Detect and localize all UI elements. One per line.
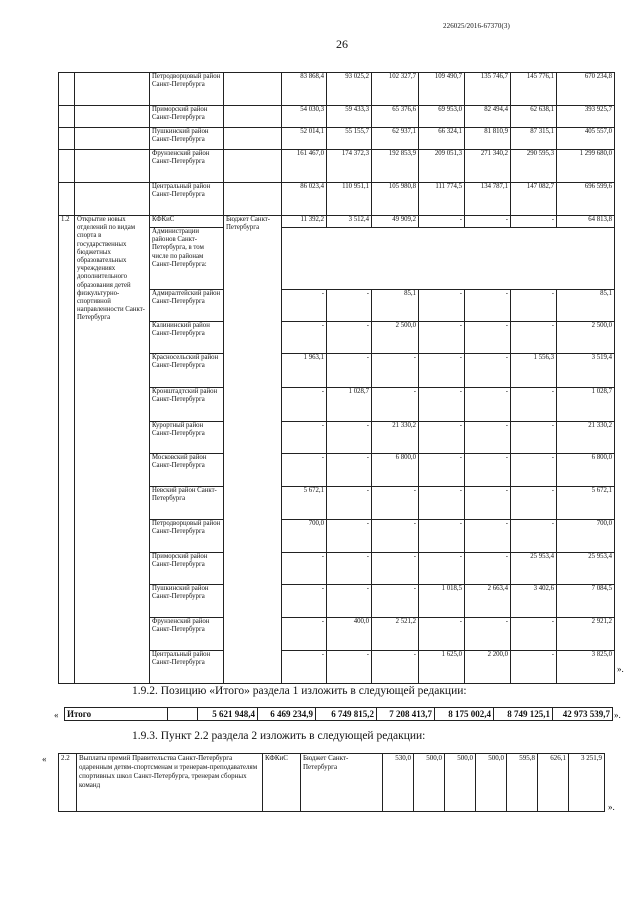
item-number: 2.2 <box>59 754 77 812</box>
section-number: 1.2 <box>59 216 75 684</box>
section-source: Бюджет Санкт-Петербурга <box>224 216 282 684</box>
item-value: 626,1 <box>538 754 569 812</box>
value-cell: 11 392,2 <box>282 216 327 228</box>
value-cell: - <box>282 290 327 322</box>
value-cell: - <box>511 422 557 454</box>
value-cell: 49 909,2 <box>372 216 419 228</box>
value-cell: 1 028,7 <box>557 388 615 422</box>
value-cell: 145 776,1 <box>511 73 557 106</box>
value-cell: 2 200,0 <box>465 651 511 684</box>
value-cell: - <box>327 520 372 553</box>
value-cell: 64 813,8 <box>557 216 615 228</box>
value-cell: 87 315,1 <box>511 128 557 150</box>
section-executor: КФКиС <box>150 216 224 228</box>
value-cell: - <box>419 487 465 520</box>
value-cell: 1 556,3 <box>511 354 557 388</box>
value-cell: - <box>372 520 419 553</box>
district-name: Кронштадтский район Санкт-Петербурга <box>150 388 224 422</box>
district-row <box>59 128 615 150</box>
page-number: 26 <box>336 37 348 51</box>
value-cell: - <box>465 454 511 487</box>
value-cell: 3 825,0 <box>557 651 615 684</box>
district-name: Петродворцовый район Санкт-Петербурга <box>150 73 224 106</box>
district-name: Пушкинский район Санкт-Петербурга <box>150 128 224 150</box>
value-cell: - <box>465 422 511 454</box>
value-cell: - <box>465 216 511 228</box>
value-cell: - <box>511 487 557 520</box>
value-cell: - <box>282 651 327 684</box>
value-cell: - <box>511 322 557 354</box>
value-cell: 209 051,3 <box>419 150 465 183</box>
value-cell: 3 402,6 <box>511 585 557 618</box>
value-cell: 2 500,0 <box>372 322 419 354</box>
value-cell: 25 953,4 <box>557 553 615 585</box>
value-cell: - <box>327 322 372 354</box>
value-cell: - <box>511 216 557 228</box>
value-cell: - <box>282 553 327 585</box>
total-value: 8 749 125,1 <box>494 708 553 721</box>
section-name: Открытие новых отделений по видам спорта в государственных бюджетных образовательных учреждениях дополнительного образования детей физкультурно-спортивной направленности Санкт-Петербурга <box>75 216 150 684</box>
value-cell: 2 521,2 <box>372 618 419 651</box>
value-cell: 54 030,3 <box>282 106 327 128</box>
value-cell: 1 299 680,0 <box>557 150 615 183</box>
value-cell: 110 951,1 <box>327 183 372 216</box>
value-cell: 21 330,2 <box>372 422 419 454</box>
total-label: Итого <box>65 708 168 721</box>
value-cell: - <box>419 553 465 585</box>
district-name: Центральный район Санкт-Петербурга <box>150 651 224 684</box>
value-cell: - <box>372 487 419 520</box>
district-name: Петродворцовый район Санкт-Петербурга <box>150 520 224 553</box>
opening-quote: « <box>54 710 59 720</box>
value-cell: 69 953,0 <box>419 106 465 128</box>
paragraph-1-9-2: 1.9.2. Позицию «Итого» раздела 1 изложить в следующей редакции: <box>132 685 467 697</box>
document-number: 226025/2016-67370(3) <box>443 22 510 30</box>
value-cell: 21 330,2 <box>557 422 615 454</box>
total-value: 6 469 234,9 <box>258 708 316 721</box>
value-cell: 192 853,9 <box>372 150 419 183</box>
value-cell: - <box>327 290 372 322</box>
value-cell: - <box>327 585 372 618</box>
value-cell: 3 519,4 <box>557 354 615 388</box>
value-cell: - <box>465 354 511 388</box>
district-name: Невский район Санкт-Петербурга <box>150 487 224 520</box>
item-name: Выплаты премий Правительства Санкт-Петербурга одаренным детям-спортсменам и тренерам-преподавателям спортивных школ Санкт-Петербурга, тренерам сборных команд <box>77 754 263 812</box>
value-cell: 105 980,8 <box>372 183 419 216</box>
value-cell: 59 433,3 <box>327 106 372 128</box>
value-cell: 700,0 <box>557 520 615 553</box>
value-cell: - <box>511 651 557 684</box>
total-value: 42 973 539,7 <box>553 708 613 721</box>
value-cell: 271 340,2 <box>465 150 511 183</box>
value-cell: 670 234,8 <box>557 73 615 106</box>
value-cell: - <box>327 422 372 454</box>
value-cell: - <box>282 422 327 454</box>
value-cell: 147 082,7 <box>511 183 557 216</box>
value-cell: - <box>419 618 465 651</box>
value-cell: 81 810,9 <box>465 128 511 150</box>
value-cell: 2 921,2 <box>557 618 615 651</box>
value-cell: - <box>465 290 511 322</box>
district-name: Курортный район Санкт-Петербурга <box>150 422 224 454</box>
item-value: 595,8 <box>507 754 538 812</box>
value-cell: 66 324,1 <box>419 128 465 150</box>
value-cell: 1 963,1 <box>282 354 327 388</box>
value-cell: - <box>372 354 419 388</box>
value-cell: 109 490,7 <box>419 73 465 106</box>
value-cell: 93 025,2 <box>327 73 372 106</box>
value-cell: - <box>327 454 372 487</box>
item-value: 500,0 <box>445 754 476 812</box>
district-row <box>59 73 615 106</box>
district-name: Центральный район Санкт-Петербурга <box>150 183 224 216</box>
value-cell: 85,1 <box>372 290 419 322</box>
value-cell: - <box>511 454 557 487</box>
item-value: 500,0 <box>476 754 507 812</box>
value-cell: - <box>465 388 511 422</box>
value-cell: - <box>511 388 557 422</box>
value-cell: 405 557,0 <box>557 128 615 150</box>
value-cell: - <box>327 487 372 520</box>
value-cell: - <box>511 520 557 553</box>
value-cell: - <box>372 585 419 618</box>
value-cell: 111 774,5 <box>419 183 465 216</box>
item-value: 500,0 <box>414 754 445 812</box>
district-row <box>59 106 615 128</box>
value-cell: - <box>465 520 511 553</box>
value-cell: - <box>419 422 465 454</box>
value-cell: 290 595,3 <box>511 150 557 183</box>
value-cell: 1 625,0 <box>419 651 465 684</box>
value-cell: 1 028,7 <box>327 388 372 422</box>
item-value: 530,0 <box>383 754 414 812</box>
district-name: Калининский район Санкт-Петербурга <box>150 322 224 354</box>
value-cell: 696 599,6 <box>557 183 615 216</box>
value-cell: 55 155,7 <box>327 128 372 150</box>
district-name: Московский район Санкт-Петербурга <box>150 454 224 487</box>
section-row <box>59 216 615 228</box>
value-cell: 393 925,7 <box>557 106 615 128</box>
value-cell: 102 327,7 <box>372 73 419 106</box>
value-cell: - <box>282 322 327 354</box>
value-cell: 6 800,0 <box>372 454 419 487</box>
section-2-2-row <box>59 754 605 812</box>
value-cell: - <box>465 618 511 651</box>
value-cell: 52 014,1 <box>282 128 327 150</box>
value-cell: - <box>372 651 419 684</box>
value-cell: - <box>419 290 465 322</box>
district-name: Адмиралтейский район Санкт-Петербурга <box>150 290 224 322</box>
district-row <box>59 150 615 183</box>
value-cell: - <box>327 651 372 684</box>
value-cell: 5 672,1 <box>557 487 615 520</box>
total-value: 7 208 413,7 <box>377 708 435 721</box>
paragraph-1-9-3: 1.9.3. Пункт 2.2 раздела 2 изложить в следующей редакции: <box>132 730 426 742</box>
district-name: Приморский район Санкт-Петербурга <box>150 553 224 585</box>
value-cell: - <box>465 322 511 354</box>
value-cell: 5 672,1 <box>282 487 327 520</box>
value-cell: 174 372,3 <box>327 150 372 183</box>
total-value: 8 175 002,4 <box>435 708 494 721</box>
value-cell: - <box>282 585 327 618</box>
district-name: Фрунзенский район Санкт-Петербурга <box>150 618 224 651</box>
value-cell: 25 953,4 <box>511 553 557 585</box>
total-row <box>65 708 613 721</box>
district-name: Приморский район Санкт-Петербурга <box>150 106 224 128</box>
value-cell: 400,0 <box>327 618 372 651</box>
value-cell: - <box>419 354 465 388</box>
closing-quote: ». <box>617 664 624 674</box>
value-cell: 700,0 <box>282 520 327 553</box>
admin-label: Администрации районов Санкт-Петербурга, в том числе по районам Санкт-Петербурга: <box>150 228 224 290</box>
value-cell: 62 937,1 <box>372 128 419 150</box>
value-cell: - <box>282 388 327 422</box>
value-cell: 2 500,0 <box>557 322 615 354</box>
value-cell: - <box>419 520 465 553</box>
total-value: 5 621 948,4 <box>198 708 258 721</box>
value-cell: - <box>372 388 419 422</box>
value-cell: 161 467,0 <box>282 150 327 183</box>
value-cell: - <box>327 354 372 388</box>
value-cell: - <box>419 388 465 422</box>
value-cell: 7 084,5 <box>557 585 615 618</box>
district-row <box>59 183 615 216</box>
value-cell: - <box>372 553 419 585</box>
value-cell: 85,1 <box>557 290 615 322</box>
total-value: 6 749 815,2 <box>316 708 377 721</box>
value-cell: 62 638,1 <box>511 106 557 128</box>
value-cell: 1 018,5 <box>419 585 465 618</box>
closing-quote: ». <box>608 802 615 812</box>
value-cell: - <box>465 487 511 520</box>
total-table <box>64 707 613 721</box>
value-cell: - <box>282 618 327 651</box>
value-cell: 2 663,4 <box>465 585 511 618</box>
opening-quote: « <box>42 754 47 764</box>
value-cell: 135 746,7 <box>465 73 511 106</box>
district-name: Фрунзенский район Санкт-Петербурга <box>150 150 224 183</box>
value-cell: 65 376,6 <box>372 106 419 128</box>
closing-quote: ». <box>614 710 621 720</box>
value-cell: 3 512,4 <box>327 216 372 228</box>
value-cell: - <box>465 553 511 585</box>
value-cell: 86 023,4 <box>282 183 327 216</box>
value-cell: 83 868,4 <box>282 73 327 106</box>
value-cell: - <box>327 553 372 585</box>
program-table <box>58 72 615 684</box>
value-cell: - <box>511 290 557 322</box>
district-name: Пушкинский район Санкт-Петербурга <box>150 585 224 618</box>
item-value: 3 251,9 <box>569 754 605 812</box>
value-cell: - <box>282 454 327 487</box>
value-cell: - <box>419 216 465 228</box>
item-executor: КФКиС <box>263 754 301 812</box>
item-source: Бюджет Санкт-Петербурга <box>301 754 383 812</box>
section-2-2-table <box>58 753 605 812</box>
value-cell: 6 800,0 <box>557 454 615 487</box>
value-cell: - <box>419 322 465 354</box>
district-name: Красносельский район Санкт-Петербурга <box>150 354 224 388</box>
value-cell: 82 494,4 <box>465 106 511 128</box>
value-cell: - <box>419 454 465 487</box>
value-cell: 134 787,1 <box>465 183 511 216</box>
value-cell: - <box>511 618 557 651</box>
